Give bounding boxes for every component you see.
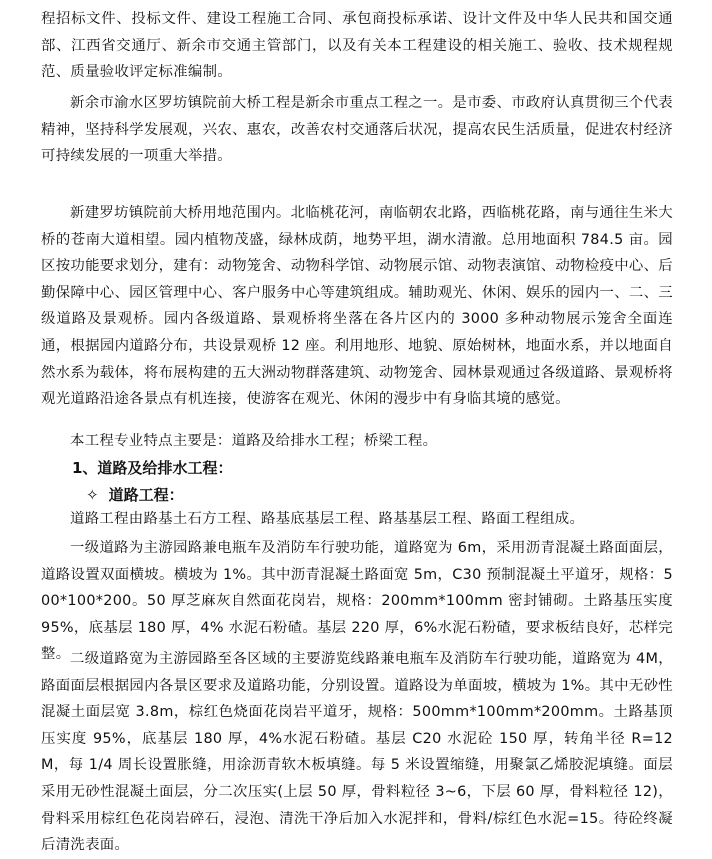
paragraph-project-overview: 新余市渝水区罗坊镇院前大桥工程是新余市重点工程之一。是市委、市政府认真贯彻三个代表精神，坚持科学发展观，兴农、惠农，改善农村交通落后状况，提高农民生活质量，促进农村经济可持续发展的一项重大举措。 [41, 95, 673, 165]
paragraph-site-description: 新建罗坊镇院前大桥用地范围内。北临桃花河，南临朝农北路，西临桃花路，南与通往生米大桥的苍南大道相望。园内植物茂盛，绿林成荫，地势平坦，湖水清澈。总用地面积 784.5 亩。园区按功能要求划分，建有：动物笼舍、动物科学馆、动物展示馆、动物表演馆、动物检疫中心、后勤保障中心、园区管理中心、客户服务中心等建筑组成。辅助观光、休闲、娱乐的园内一、二、三级道路及景观桥。园内各级道路、景观桥将坐落在各片区内的 3000 多种动物展示笼舍全面连通，根据园内道路分布，共设景观桥 12 座。利用地形、地貌、原始树林，地面水系，并以地面自然水系为载体，将布展构建的五大洲动物群落建筑、动物笼舍、园林景观通过各级道路、景观桥将观光道路沿途各景点有机连接，使游客在观光、休闲的漫步中有身临其境的感觉。 [41, 205, 673, 408]
paragraph-secondary-road: 二级道路宽为主游园路至各区域的主要游览线路兼电瓶车及消防车行驶功能，道路宽为 4M，路面面层根据园内各景区要求及道路功能，分别设置。道路设为单面坡，横坡为 1%。其中无砂性混凝土面层宽 3.8m，棕红色烧面花岗岩平道牙，规格：500mm*100mm*200mm。土路基顶压实度 95%，底基层 180 厚，4%水泥石粉碴。基层 C20 水泥砼 150 厚，转角半径 R=12M，每 1/4 周长设置胀缝，用涂沥青软木板填缝。每 5 米设置缩缝，用聚氯乙烯胶泥填缝。面层采用无砂性混凝土面层，分二次压实(上层 50 厚，骨料粒径 3~6，下层 60 厚，骨料粒径 12)，骨料采用棕红色花岗岩碎石，浸泡、清洗干净后加入水泥拌和，骨料/棕红色水泥=15。待砼终凝后清洗表面。 [41, 651, 673, 854]
paragraph-road-composition: 道路工程由路基土石方工程、路基底基层工程、路基基层工程、路面工程组成。 [70, 511, 585, 527]
paragraph-professional-features: 本工程专业特点主要是：道路及给排水工程；桥梁工程。 [70, 433, 438, 449]
paragraph-standards: 程招标文件、投标文件、建设工程施工合同、承包商投标承诺、设计文件及中华人民共和国交通部、江西省交通厅、新余市交通主管部门，以及有关本工程建设的相关施工、验收、技术规程规范、质量验收评定标准编制。 [41, 11, 673, 81]
diamond-bullet-icon: ✧ [86, 486, 99, 504]
section-heading-road-drainage: 1、道路及给排水工程： [72, 459, 233, 477]
subsection-heading-road [86, 484, 184, 506]
paragraph-primary-road: 一级道路为主游园路兼电瓶车及消防车行驶功能，道路宽为 6m，采用沥青混凝土路面面层，道路设置双面横坡。横坡为 1%。其中沥青混凝土路面宽 5m，C30 预制混凝土平道牙，规格：500*100*200。50 厚芝麻灰自然面花岗岩，规格：200mm*100mm 密封铺砌。土路基压实度 95%，底基层 180 厚，4% 水泥石粉碴。基层 220 厚，6%水泥石粉碴，要求板结良好，芯样完整。 [41, 540, 673, 663]
subsection-heading-label: 道路工程： [108, 486, 184, 504]
